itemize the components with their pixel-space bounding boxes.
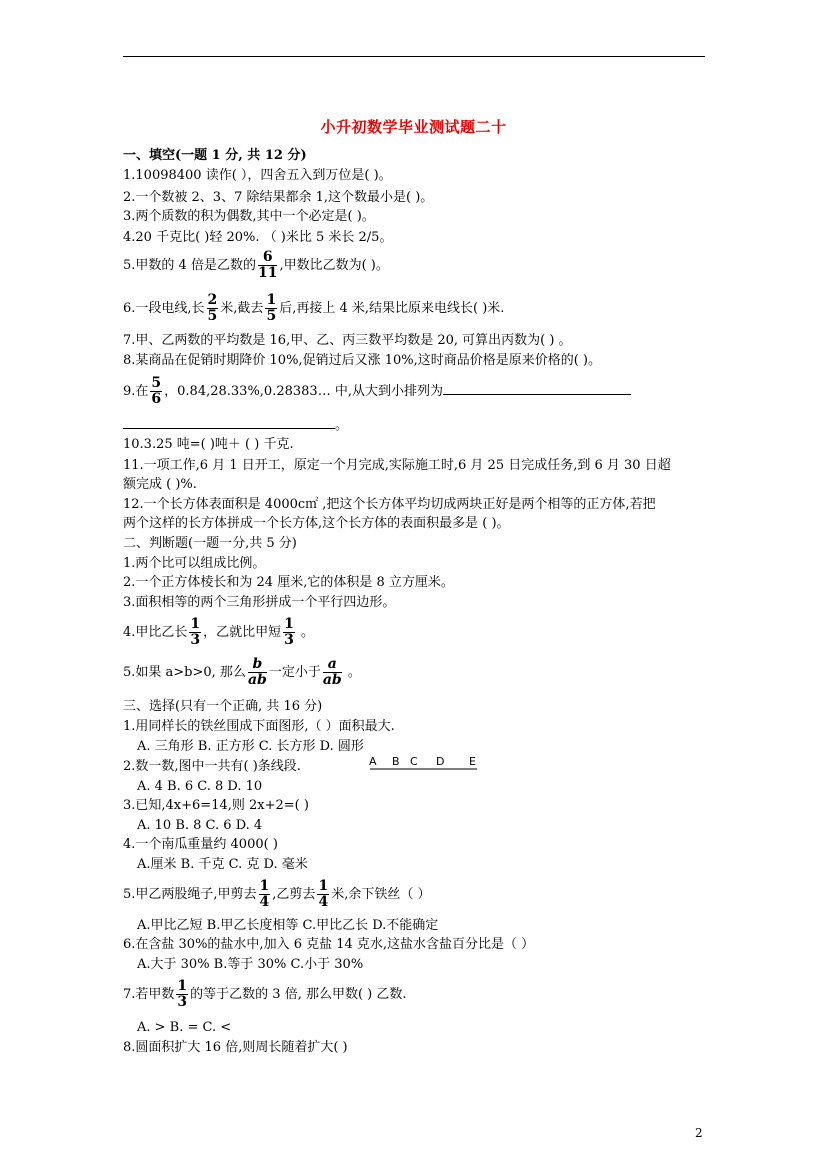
question-text: ,乙剪去 xyxy=(272,887,316,902)
question-text: 米,截去 xyxy=(220,301,264,316)
fraction xyxy=(207,293,219,324)
question-text: 7.若甲数 xyxy=(123,987,175,1002)
denominator: 3 xyxy=(190,632,201,648)
numerator: 1 xyxy=(259,878,270,894)
denominator: 5 xyxy=(266,308,277,324)
question-1-10: 10.3.25 吨=( )吨＋ ( ) 千克. xyxy=(123,437,294,452)
answer-blank xyxy=(123,416,335,429)
numerator: 5 xyxy=(151,375,162,391)
question-2-4 xyxy=(123,617,314,648)
question-3-5-options: A.甲比乙短 B.甲乙长度相等 C.甲比乙长 D.不能确定 xyxy=(137,918,439,933)
question-3-3: 3.已知,4x+6=14,则 2x+2=( ) xyxy=(123,798,309,813)
numerator: 1 xyxy=(318,878,329,894)
section1-heading: 一、填空(一题 1 分, 共 12 分) xyxy=(123,148,307,163)
question-2-1: 1.两个比可以组成比例。 xyxy=(123,556,266,571)
question-text: 一定小于 xyxy=(268,665,321,680)
page-number: 2 xyxy=(695,1126,703,1140)
numerator: 1 xyxy=(177,978,188,994)
question-text: 9.在 xyxy=(123,384,149,399)
header-rule xyxy=(123,56,705,57)
point-label-c: C xyxy=(410,755,418,768)
question-3-5 xyxy=(123,879,430,910)
question-text: 6.一段电线,长 xyxy=(123,301,205,316)
question-3-1: 1.用同样长的铁丝围成下面图形,（ ）面积最大. xyxy=(123,719,395,734)
question-1-11: 11.一项工作,6 月 1 日开工，原定一个月完成,实际施工时,6 月 25 日完成任务,到 6 月 30 日超 xyxy=(123,458,671,473)
question-text: 。 xyxy=(335,418,349,433)
question-3-3-options: A. 10 B. 8 C. 6 D. 4 xyxy=(137,818,263,833)
question-3-1-options: A. 三角形 B. 正方形 C. 长方形 D. 圆形 xyxy=(137,739,364,754)
question-3-2-options: A. 4 B. 6 C. 8 D. 10 xyxy=(137,779,263,794)
question-1-12-continued: 两个这样的长方体拼成一个长方体,这个长方体的表面积最多是 ( )。 xyxy=(123,516,510,531)
fraction xyxy=(283,617,295,648)
denominator: 6 xyxy=(151,391,162,407)
fraction xyxy=(176,979,188,1010)
question-1-11-continued: 额完成 ( )%. xyxy=(123,477,197,492)
point-label-e: E xyxy=(469,755,476,768)
question-2-2: 2.一个正方体棱长和为 24 厘米,它的体积是 8 立方厘米。 xyxy=(123,575,454,590)
denominator: 4 xyxy=(259,894,270,910)
point-label-a: A xyxy=(369,755,377,768)
question-text: 。 xyxy=(343,665,361,680)
question-1-8: 8.某商品在促销时期降价 10%,促销过后又涨 10%,这时商品价格是原来价格的( )。 xyxy=(123,353,601,368)
point-label-b: B xyxy=(392,755,400,768)
answer-blank xyxy=(443,382,631,395)
question-3-6-options: A.大于 30% B.等于 30% C.小于 30% xyxy=(137,957,364,972)
question-3-8: 8.圆面积扩大 16 倍,则周长随着扩大( ) xyxy=(123,1040,348,1055)
numerator: b xyxy=(248,657,267,673)
question-1-2: 2.一个数被 2、3、7 除结果都余 1,这个数最小是( )。 xyxy=(123,190,434,205)
denominator: 11 xyxy=(257,265,278,281)
denominator: 3 xyxy=(284,632,294,648)
numerator: 1 xyxy=(266,292,277,308)
question-1-3: 3.两个质数的积为偶数,其中一个必定是( )。 xyxy=(123,209,375,224)
fraction xyxy=(265,293,277,324)
question-3-4-options: A.厘米 B. 千克 C. 克 D. 毫米 xyxy=(137,857,308,872)
line-segment-figure xyxy=(365,752,485,776)
fraction xyxy=(323,657,342,688)
question-text: 5.甲数的 4 倍是乙数的 xyxy=(123,258,256,273)
denominator: ab xyxy=(322,672,342,688)
question-3-7-options: A. > B. = C. < xyxy=(137,1020,232,1035)
question-1-9 xyxy=(123,376,631,407)
page-title: 小升初数学毕业测试题二十 xyxy=(320,118,507,136)
question-text: ，乙就比甲短 xyxy=(203,625,282,640)
section2-heading: 二、判断题(一题一分,共 5 分) xyxy=(123,536,297,551)
denominator: ab xyxy=(247,672,267,688)
question-3-4: 4.一个南瓜重量约 4000( ) xyxy=(123,837,278,852)
question-2-3: 3.面积相等的两个三角形拼成一个平行四边形。 xyxy=(123,595,396,610)
question-1-1: 1.10098400 读作( ），四舍五入到万位是( )。 xyxy=(123,168,392,183)
point-label-d: D xyxy=(436,755,445,768)
denominator: 4 xyxy=(318,894,329,910)
question-text: 后,再接上 4 米,结果比原来电线长( )米. xyxy=(279,301,505,316)
question-text: 5.如果 a>b>0, 那么 xyxy=(123,665,246,680)
question-1-12: 12.一个长方体表面积是 4000c㎡ ,把这个长方体平均切成两块正好是两个相等的正方体,若把 xyxy=(123,497,656,512)
numerator: 6 xyxy=(258,250,277,266)
question-text: 的等于乙数的 3 倍, 那么甲数( ) 乙数. xyxy=(190,987,407,1002)
fraction xyxy=(150,376,162,407)
question-text: 。 xyxy=(296,625,315,640)
fraction xyxy=(189,617,201,648)
question-text: 米,余下铁丝（ ） xyxy=(331,887,431,902)
question-3-7 xyxy=(123,979,407,1010)
question-text: 4.甲比乙长 xyxy=(123,625,188,640)
question-text: ,甲数比乙数为( )。 xyxy=(279,258,389,273)
numerator: 1 xyxy=(190,616,201,632)
question-text: 5.甲乙两股绳子,甲剪去 xyxy=(123,887,257,902)
denominator: 3 xyxy=(177,994,188,1010)
section3-heading: 三、选择(只有一个正确, 共 16 分) xyxy=(123,699,323,714)
fraction xyxy=(248,657,267,688)
numerator: a xyxy=(323,657,342,673)
question-1-9-continued xyxy=(123,416,348,434)
question-1-4: 4.20 千克比( )轻 20%. （ )米比 5 米长 2/5。 xyxy=(123,230,393,245)
fraction xyxy=(317,879,329,910)
question-text: ，0.84,28.33%,0.28383… 中,从大到小排列为 xyxy=(164,384,443,399)
question-2-5 xyxy=(123,657,361,688)
numerator: 1 xyxy=(284,616,294,632)
numerator: 2 xyxy=(207,292,218,308)
denominator: 5 xyxy=(207,308,218,324)
question-1-5 xyxy=(123,250,389,281)
fraction xyxy=(259,879,271,910)
question-3-2: 2.数一数,图中一共有( )条线段. xyxy=(123,759,301,774)
question-3-6: 6.在含盐 30%的盐水中,加入 6 克盐 14 克水,这盐水含盐百分比是（ ） xyxy=(123,937,535,952)
question-1-6 xyxy=(123,293,504,324)
question-1-7: 7.甲、乙两数的平均数是 16,甲、乙、丙三数平均数是 20, 可算出丙数为( ) 。 xyxy=(123,333,572,348)
fraction xyxy=(258,250,277,281)
